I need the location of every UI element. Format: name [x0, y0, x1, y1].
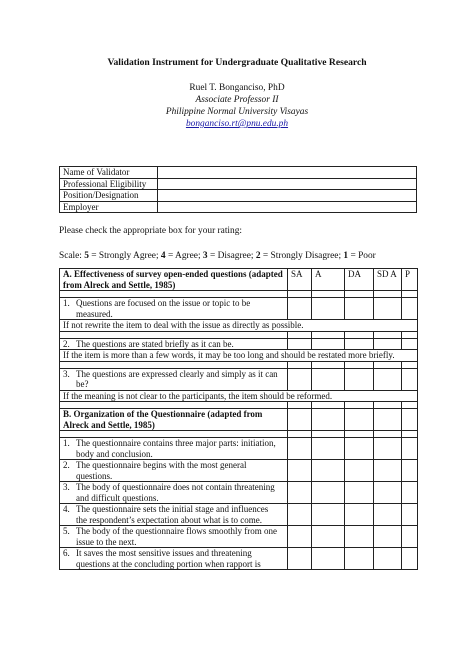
rating-box-a[interactable]: [312, 504, 345, 526]
column-header-da: DA: [345, 269, 374, 291]
instruction-text: Please check the appropriate box for your rating:: [59, 226, 243, 236]
rating-box-da[interactable]: [345, 504, 374, 526]
question-text: The questions are expressed clearly and simply as it can be?: [76, 368, 278, 389]
rating-box-a[interactable]: [312, 298, 345, 320]
info-label: Name of Validator: [60, 167, 158, 179]
info-value-field[interactable]: [158, 201, 417, 213]
scale-label: = Agree;: [165, 251, 203, 261]
rating-box-da[interactable]: [345, 338, 374, 350]
question-number: 6.: [63, 548, 70, 558]
question-cell: [60, 298, 288, 320]
question-text: The questionnaire contains three major parts: initiation, body and conclusion.: [76, 438, 276, 459]
question-number: 4.: [63, 504, 70, 514]
rating-box-sa[interactable]: [288, 368, 312, 390]
info-label: Professional Eligibility: [60, 178, 158, 190]
question-note: If not rewrite the item to deal with the issue as directly as possible.: [60, 320, 418, 332]
info-value-field[interactable]: [158, 167, 417, 179]
question-cell: [60, 338, 288, 350]
table-row: [60, 338, 418, 350]
question-cell: [60, 504, 288, 526]
rating-box-a[interactable]: [312, 338, 345, 350]
rating-box-p[interactable]: [402, 526, 418, 548]
note-row: [60, 320, 418, 332]
rating-box-p[interactable]: [402, 438, 418, 460]
column-header-sa: SA: [288, 269, 312, 291]
rating-box-a[interactable]: [312, 438, 345, 460]
author-email-link[interactable]: bonganciso.rt@pnu.edu.ph: [185, 119, 289, 129]
question-number: 2.: [63, 460, 70, 470]
column-header-a: A: [312, 269, 345, 291]
question-cell: [60, 438, 288, 460]
section-a-header-row: [60, 269, 418, 291]
section-b-header-row: [60, 409, 418, 431]
rating-box-a[interactable]: [312, 526, 345, 548]
rating-box-sda[interactable]: [374, 548, 402, 570]
rating-box-sa[interactable]: [288, 298, 312, 320]
rating-box-sda[interactable]: [374, 482, 402, 504]
rating-box-sda[interactable]: [374, 438, 402, 460]
section-a-title: A. Effectiveness of survey open-ended questions (adapted from Alreck and Settle, 1985): [60, 269, 288, 291]
rating-box-da[interactable]: [345, 368, 374, 390]
rating-box-p[interactable]: [402, 298, 418, 320]
table-row: [60, 368, 418, 390]
question-cell: [60, 526, 288, 548]
table-row: [60, 438, 418, 460]
rating-box-a[interactable]: [312, 460, 345, 482]
question-text: The questionnaire sets the initial stage and influences the respondent’s expectation about what is to come.: [76, 504, 269, 525]
info-label: Position/Designation: [60, 190, 158, 202]
rating-box-da[interactable]: [345, 526, 374, 548]
table-row: [60, 548, 418, 570]
rating-box-sa[interactable]: [288, 338, 312, 350]
author-block: [0, 82, 474, 130]
rating-box-da[interactable]: [345, 548, 374, 570]
rating-box-sda[interactable]: [374, 338, 402, 350]
rating-box-sa[interactable]: [288, 482, 312, 504]
rating-box-da[interactable]: [345, 482, 374, 504]
question-note: If the meaning is not clear to the participants, the item should be reformed.: [60, 390, 418, 402]
rating-box-sda[interactable]: [374, 526, 402, 548]
scale-label: = Poor: [348, 251, 376, 261]
spacer-row: [60, 361, 418, 368]
question-text: It saves the most sensitive issues and threatening questions at the concluding portion when rapport is: [76, 548, 261, 569]
scale-number: 3: [202, 251, 208, 261]
question-number: 5.: [63, 526, 70, 536]
rating-scale: [59, 251, 376, 262]
validator-info-table: [59, 166, 417, 213]
column-header-sda: SD A: [374, 269, 402, 291]
rating-box-a[interactable]: [312, 368, 345, 390]
question-cell: [60, 460, 288, 482]
scale-prefix: Scale:: [59, 251, 85, 261]
info-value-field[interactable]: [158, 178, 417, 190]
question-number: 1.: [63, 438, 70, 448]
table-row: [60, 298, 418, 320]
question-number: 3.: [63, 368, 70, 379]
info-row: [60, 167, 417, 179]
rating-box-sda[interactable]: [374, 460, 402, 482]
scale-label: = Strongly Agree;: [88, 251, 161, 261]
info-row: [60, 178, 417, 190]
rating-box-sa[interactable]: [288, 438, 312, 460]
rating-box-a[interactable]: [312, 548, 345, 570]
question-number: 1.: [63, 298, 70, 308]
question-number: 3.: [63, 482, 70, 492]
rating-box-p[interactable]: [402, 548, 418, 570]
scale-number: 1: [343, 251, 349, 261]
table-row: [60, 460, 418, 482]
rating-box-sda[interactable]: [374, 298, 402, 320]
table-row: [60, 504, 418, 526]
question-cell: [60, 548, 288, 570]
document-title: Validation Instrument for Undergraduate Qualitative Research: [107, 57, 367, 68]
note-row: [60, 390, 418, 402]
question-cell: [60, 482, 288, 504]
rating-box-sda[interactable]: [374, 368, 402, 390]
info-label: Employer: [60, 201, 158, 213]
question-text: Questions are focused on the issue or topic to be measured.: [76, 298, 251, 319]
question-text: The body of questionnaire does not contain threatening and difficult questions.: [76, 482, 275, 503]
table-row: [60, 482, 418, 504]
scale-label: = Disagree;: [207, 251, 256, 261]
author-institution: Philippine Normal University Visayas: [165, 107, 309, 117]
rating-box-p[interactable]: [402, 368, 418, 390]
rating-box-p[interactable]: [402, 482, 418, 504]
table-row: [60, 526, 418, 548]
info-row: [60, 190, 417, 202]
info-value-field[interactable]: [158, 190, 417, 202]
rating-box-sa[interactable]: [288, 526, 312, 548]
rating-box-da[interactable]: [345, 460, 374, 482]
info-row: [60, 201, 417, 213]
spacer-row: [60, 402, 418, 409]
column-header-p: P: [402, 269, 418, 291]
scale-label: = Strongly Disagree;: [260, 251, 344, 261]
question-number: 2.: [63, 338, 70, 349]
scale-number: 4: [160, 251, 166, 261]
rating-box-p[interactable]: [402, 338, 418, 350]
question-text: The questionnaire begins with the most general questions.: [76, 460, 247, 481]
spacer-row: [60, 331, 418, 338]
scale-number: 2: [255, 251, 261, 261]
question-text: The body of the questionnaire flows smoothly from one issue to the next.: [76, 526, 277, 547]
question-text: The questions are stated briefly as it can be.: [76, 338, 234, 349]
spacer-row: [60, 431, 418, 438]
rating-box-p[interactable]: [402, 460, 418, 482]
spacer-row: [60, 291, 418, 298]
section-b-title: B. Organization of the Questionnaire (adapted from Alreck and Settle, 1985): [60, 409, 288, 431]
question-note: If the item is more than a few words, it may be too long and should be restated more briefly.: [60, 350, 418, 362]
question-cell: [60, 368, 288, 390]
rating-box-sda[interactable]: [374, 504, 402, 526]
rating-box-sa[interactable]: [288, 548, 312, 570]
rating-box-da[interactable]: [345, 438, 374, 460]
note-row: [60, 350, 418, 362]
rating-box-p[interactable]: [402, 504, 418, 526]
author-name: Ruel T. Bonganciso, PhD: [189, 83, 285, 93]
rating-table: [59, 268, 418, 570]
rating-box-sa[interactable]: [288, 504, 312, 526]
author-position: Associate Professor II: [195, 95, 279, 105]
scale-number: 5: [84, 251, 89, 261]
rating-box-a[interactable]: [312, 482, 345, 504]
rating-box-sa[interactable]: [288, 460, 312, 482]
rating-box-da[interactable]: [345, 298, 374, 320]
